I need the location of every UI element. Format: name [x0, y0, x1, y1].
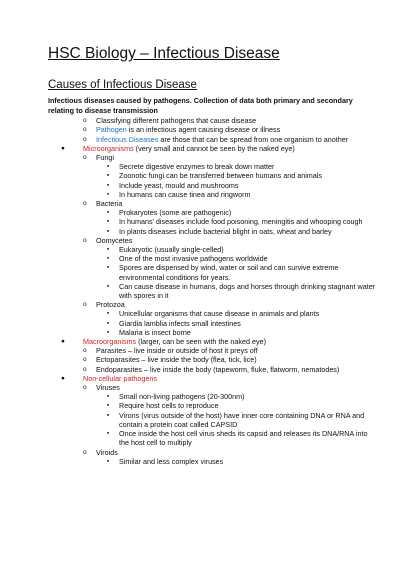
bullet-circle: o [83, 448, 87, 456]
list-item-text: Similar and less complex viruses [119, 456, 224, 466]
bullet-square: ▪ [107, 218, 110, 226]
list-item [48, 319, 376, 328]
list-item-text: Small non-living pathogens (20-300nm) [119, 392, 245, 402]
list-item-text: In plants diseases include bacterial blight in oats, wheat and barley [119, 226, 332, 236]
bullet-circle: o [83, 126, 87, 134]
list-item-text: Classifying different pathogens that cause disease [96, 116, 257, 126]
list-item-text: Secrete digestive enzymes to break down matter [119, 162, 275, 172]
list-item-text: Endoparasites – live inside the body (tapeworm, fluke, flatworm, nematodes) [96, 364, 340, 374]
list-item [48, 162, 376, 171]
list-item-viruses [48, 383, 376, 392]
list-item-text: Spores are dispensed by wind, water or soil and can survive extreme environmental conditions for years. [119, 263, 339, 282]
section-heading: Causes of Infectious Disease [48, 79, 197, 91]
list-item-bacteria [48, 199, 376, 208]
list-item-text: Malaria is insect borne [119, 327, 191, 337]
list-item [48, 392, 376, 401]
bullet-dot: ● [61, 144, 65, 152]
list-item-text: are those that can be spread from one organism to another [158, 134, 349, 144]
list-item [48, 190, 376, 199]
bullet-circle: o [83, 301, 87, 309]
keyword-non-cellular: Non-cellular pathogens [83, 373, 157, 383]
list-item-text: Giardia lamblia infects small intestines [119, 318, 241, 328]
bullet-dot: ● [61, 338, 65, 346]
list-item-text: (very small and cannot be seen by the naked eye) [133, 143, 295, 153]
bullet-square: ▪ [107, 310, 110, 318]
list-item-text: Once inside the host cell virus sheds its capsid and releases its DNA/RNA into the host cell to multiply [119, 429, 368, 448]
list-item [48, 365, 376, 374]
list-item [48, 254, 376, 263]
list-item-text: is an infectious agent causing disease or illness [126, 125, 281, 135]
bullet-circle: o [83, 384, 87, 392]
bullet-square: ▪ [107, 264, 110, 272]
list-item [48, 346, 376, 355]
list-item [48, 401, 376, 410]
list-item-text: (larger, can be seen with the naked eye) [136, 337, 266, 347]
bullet-circle: o [83, 365, 87, 373]
list-item-text: Include yeast, mould and mushrooms [119, 180, 239, 190]
list-item [48, 429, 376, 447]
bullet-square: ▪ [107, 163, 110, 171]
list-item-text: Eukaryotic (usually single-celled) [119, 245, 224, 255]
keyword-microorganisms: Microorganisms [83, 143, 134, 153]
bullet-square: ▪ [107, 181, 110, 189]
list-item-text: Parasites – live inside or outside of host it preys off [96, 346, 258, 356]
list-item [48, 227, 376, 236]
list-item-oomycetes [48, 236, 376, 245]
list-item-text: Require host cells to reproduce [119, 401, 219, 411]
list-item [48, 328, 376, 337]
list-item [48, 171, 376, 180]
bullet-circle: o [83, 236, 87, 244]
bullet-square: ▪ [107, 227, 110, 235]
intro-paragraph: Infectious diseases caused by pathogens. Collection of data both primary and secondary relating to disease transmission [48, 96, 353, 115]
list-item-text: One of the most invasive pathogens worldwide [119, 254, 268, 264]
list-item [48, 263, 376, 281]
bullet-circle: o [83, 356, 87, 364]
bullet-square: ▪ [107, 457, 110, 465]
list-item [48, 457, 376, 466]
list-item-text: Virons (virus outside of the host) have inner core containing DNA or RNA and contain a protein coat called CAPSID [119, 410, 365, 429]
bullet-square: ▪ [107, 430, 110, 438]
list-item-text: Oomycetes [96, 235, 133, 245]
list-item [48, 355, 376, 364]
list-item [48, 208, 376, 217]
list-item-text: Prokaryotes (some are pathogenic) [119, 208, 232, 218]
list-item-text: In humans can cause tinea and ringworm [119, 189, 251, 199]
bullet-circle: o [83, 200, 87, 208]
list-item [48, 245, 376, 254]
bullet-circle: o [83, 135, 87, 143]
list-item-text: In humans' diseases include food poisoning, meningitis and whooping cough [119, 217, 363, 227]
list-item [48, 116, 376, 125]
list-item [48, 217, 376, 226]
bullet-square: ▪ [107, 319, 110, 327]
list-item-viroids [48, 448, 376, 457]
list-item-macroorganisms [48, 337, 376, 346]
bullet-square: ▪ [107, 328, 110, 336]
list-item [48, 282, 376, 300]
list-item-non-cellular [48, 374, 376, 383]
list-item [48, 411, 376, 429]
list-item-text: Protozoa [96, 300, 125, 310]
keyword-macroorganisms: Macroorganisms [83, 337, 137, 347]
list-item-text: Bacteria [96, 199, 123, 209]
list-item-text: Can cause disease in humans, dogs and horses through drinking stagnant water with spores in it [119, 281, 376, 301]
bullet-square: ▪ [107, 282, 110, 290]
list-item-text: Viruses [96, 383, 120, 393]
list-item-text: Fungi [96, 153, 114, 162]
bullet-square: ▪ [107, 209, 110, 217]
bullet-square: ▪ [107, 255, 110, 263]
bullet-square: ▪ [107, 393, 110, 401]
document-title: HSC Biology – Infectious Disease [48, 45, 280, 62]
bullet-square: ▪ [107, 172, 110, 180]
list-item-text: Viroids [96, 447, 118, 457]
list-item-microorganisms [48, 144, 376, 153]
bullet-square: ▪ [107, 402, 110, 410]
list-item-text: Unicellular organisms that cause disease in animals and plants [119, 309, 320, 319]
keyword-infectious-diseases: Infectious Diseases [96, 134, 159, 144]
list-item [48, 125, 376, 134]
list-item-text: Ectoparasites – live inside the body (flea, tick, lice) [96, 355, 257, 365]
list-item-protozoa [48, 300, 376, 309]
bullet-square: ▪ [107, 190, 110, 198]
bullet-circle: o [83, 117, 87, 125]
bullet-square: ▪ [107, 411, 110, 419]
list-item [48, 135, 376, 144]
bullet-square: ▪ [107, 246, 110, 254]
list-item [48, 181, 376, 190]
bullet-circle: o [83, 154, 87, 161]
list-item-fungi [48, 153, 376, 162]
keyword-pathogen: Pathogen [96, 125, 127, 135]
bullet-dot: ● [61, 374, 65, 382]
list-item-text: Zoonotic fungi can be transferred between humans and animals [119, 171, 322, 181]
bullet-circle: o [83, 347, 87, 355]
list-item [48, 309, 376, 318]
